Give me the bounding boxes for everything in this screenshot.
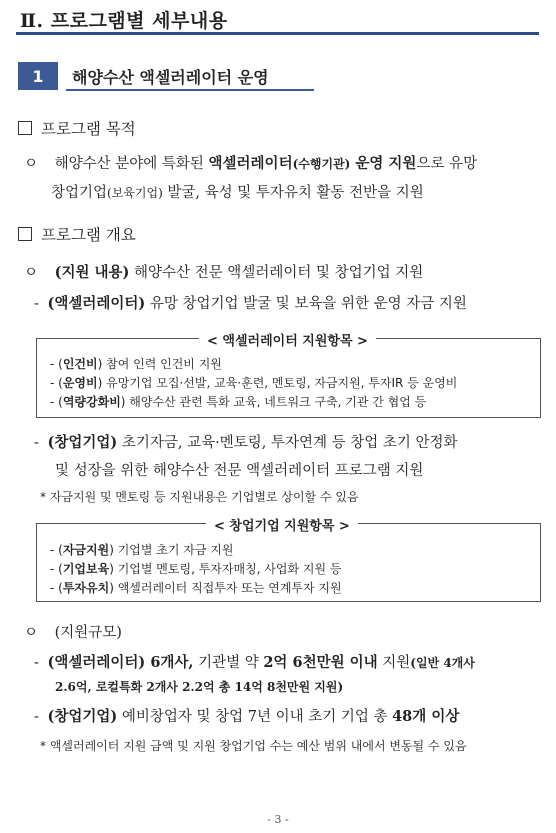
bullet-circle-icon: ㅇ xyxy=(24,625,39,641)
purpose-text-b: 액셀러레이터 xyxy=(208,155,293,172)
startup-text: 초기자금, 교육·멘토링, 투자연계 등 창업 초기 안정화 xyxy=(117,435,458,451)
page-number: - 3 - xyxy=(267,813,289,826)
section-number: 1 xyxy=(32,66,44,86)
scale-st-a: (창업기업) xyxy=(47,708,118,725)
startup-label: (창업기업) xyxy=(47,434,118,451)
overview-heading xyxy=(18,223,136,245)
purpose-text-d: 운영 지원 xyxy=(350,155,417,172)
overview-content-line xyxy=(24,261,423,282)
purpose-heading-text: 프로그램 목적 xyxy=(41,120,136,138)
item-key: 투자유치 xyxy=(62,581,110,595)
purpose-heading xyxy=(18,117,136,139)
item-prefix: - ( xyxy=(50,395,63,409)
item-text: ) 유망기업 모집·선발, 교육·훈련, 멘토링, 자금지원, 투자IR 등 운영비 xyxy=(97,376,458,390)
section-title: 해양수산 액셀러레이터 운영 xyxy=(72,68,269,87)
item-key: 자금지원 xyxy=(62,543,110,557)
dash-mark: - xyxy=(34,655,39,671)
list-item xyxy=(50,393,426,410)
accelerator-text: 유망 창업기업 발굴 및 보육을 위한 운영 자금 지원 xyxy=(145,296,467,312)
list-item xyxy=(50,541,233,558)
dash-mark: - xyxy=(34,296,39,312)
scale-acc-b: 기관별 약 xyxy=(193,655,264,671)
purpose-text-a: 해양수산 분야에 특화된 xyxy=(54,156,209,172)
purpose-line-1 xyxy=(24,152,477,173)
item-text: ) 기업별 멘토링, 투자자매칭, 사업화 지원 등 xyxy=(109,562,342,576)
list-item xyxy=(50,579,342,596)
scale-heading-text: (지원규모) xyxy=(54,625,122,641)
checkbox-square-icon xyxy=(18,121,32,135)
item-prefix: - ( xyxy=(50,357,63,371)
dash-mark: - xyxy=(34,435,39,451)
list-item xyxy=(50,560,341,577)
item-text: ) 액셀러레이터 직접투자 또는 연계투자 지원 xyxy=(109,581,342,595)
chapter-roman: Ⅱ xyxy=(20,10,37,32)
item-prefix: - ( xyxy=(50,376,63,390)
startup-box-title: < 창업기업 지원항목 > xyxy=(206,515,358,534)
scale-heading xyxy=(24,621,122,642)
item-text: ) 참여 인력 인건비 지원 xyxy=(97,357,222,371)
overview-heading-text: 프로그램 개요 xyxy=(41,226,136,244)
item-prefix: - ( xyxy=(50,562,63,576)
chapter-title-text: . 프로그램별 세부내용 xyxy=(36,10,228,32)
scale-acc-c: 2억 6천만원 이내 xyxy=(263,654,378,671)
item-text: ) 해양수산 관련 특화 교육, 네트워크 구축, 기관 간 협업 등 xyxy=(120,395,427,409)
scale-acc-e: (일반 4개사 xyxy=(410,656,475,670)
list-item xyxy=(50,374,457,391)
purpose-text-f: 창업기업 xyxy=(51,185,108,201)
chapter-title xyxy=(20,6,228,33)
startup-note: * 자금지원 및 멘토링 등 지원내용은 기업별로 상이할 수 있음 xyxy=(40,490,359,504)
checkbox-square-icon xyxy=(18,227,32,241)
item-key: 운영비 xyxy=(62,376,98,390)
item-prefix: - ( xyxy=(50,543,63,557)
list-item xyxy=(50,355,222,372)
purpose-text-h: 발굴, 육성 및 투자유치 활동 전반을 지원 xyxy=(162,185,424,201)
purpose-text-e: 으로 유망 xyxy=(416,156,478,172)
accelerator-label: (액셀러레이터) xyxy=(47,295,146,312)
item-key: 인건비 xyxy=(62,357,98,371)
bullet-circle-icon: ㅇ xyxy=(24,156,39,172)
content-label: (지원 내용) xyxy=(54,264,130,281)
purpose-text-c: (수행기관) xyxy=(292,157,351,171)
accelerator-line xyxy=(34,292,467,313)
accelerator-box-title: < 액셀러레이터 지원항목 > xyxy=(199,330,376,349)
scale-startup-line xyxy=(34,705,459,726)
scale-acc-a: (액셀러레이터) 6개사, xyxy=(47,654,194,671)
item-text: ) 기업별 초기 자금 지원 xyxy=(109,543,234,557)
item-prefix: - ( xyxy=(50,581,63,595)
purpose-text-g: (보육기업) xyxy=(107,186,163,200)
startup-line-2: 및 성장을 위한 해양수산 전문 액셀러레이터 프로그램 지원 xyxy=(55,463,424,479)
scale-accelerator-line-2: 2.6억, 로컬특화 2개사 2.2억 총 14억 8천만원 지원) xyxy=(55,680,344,694)
startup-line-1 xyxy=(34,431,458,452)
scale-st-c: 48개 이상 xyxy=(392,708,460,725)
content-text: 해양수산 전문 액셀러레이터 및 창업기업 지원 xyxy=(129,265,424,281)
bullet-circle-icon: ㅇ xyxy=(24,265,39,281)
chapter-rule xyxy=(16,32,539,35)
section-number-badge xyxy=(18,62,58,90)
scale-note: * 액셀러레이터 지원 금액 및 지원 창업기업 수는 예산 범위 내에서 변동될 수 있음 xyxy=(40,739,467,753)
item-key: 기업보육 xyxy=(62,562,110,576)
purpose-line-2 xyxy=(51,181,424,202)
scale-accelerator-line-1 xyxy=(34,651,475,672)
dash-mark: - xyxy=(34,709,39,725)
scale-acc-d: 지원 xyxy=(377,655,411,671)
scale-st-b: 예비창업자 및 창업 7년 이내 초기 기업 총 xyxy=(117,709,393,725)
item-key: 역량강화비 xyxy=(62,395,121,409)
section-underline xyxy=(66,89,314,91)
